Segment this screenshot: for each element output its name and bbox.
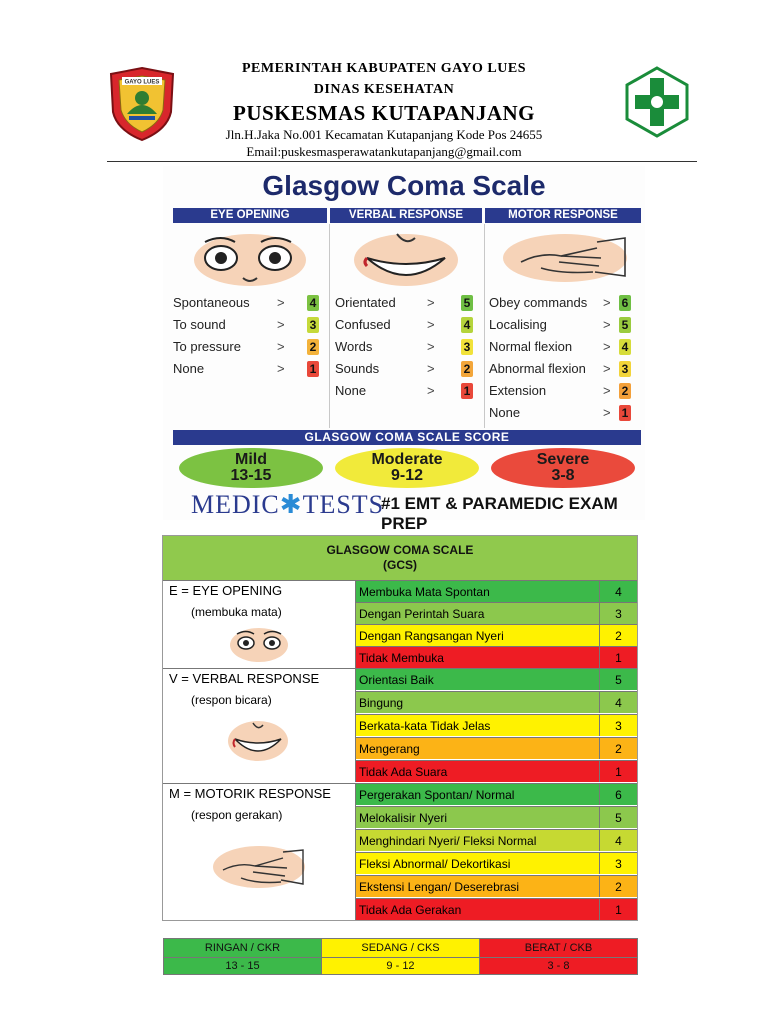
table-score: 4 (600, 691, 637, 713)
section-title: M = MOTORIK RESPONSE (169, 786, 331, 801)
letterhead-department: DINAS KESEHATAN (313, 82, 455, 97)
table-score: 4 (600, 829, 637, 851)
score-label: Mild (235, 451, 267, 468)
eye-row: None > 1 (173, 360, 323, 378)
eye-score: 1 (307, 361, 319, 377)
section-motor (163, 783, 356, 920)
gcs-infographic (163, 166, 645, 533)
verbal-score: 5 (461, 295, 473, 311)
severity-summary (163, 938, 638, 975)
mouth-icon (353, 228, 459, 288)
table-row: Melokalisir Nyeri (356, 806, 600, 828)
eye-score: 3 (307, 317, 319, 333)
table-score: 3 (600, 714, 637, 736)
letterhead-facility: PUSKESMAS KUTAPANJANG (233, 101, 535, 125)
table-title: GLASGOW COMA SCALE (326, 543, 474, 557)
eye-row: Spontaneous > 4 (173, 294, 323, 312)
table-subtitle: (GCS) (383, 558, 417, 572)
brand-name: MEDIC (191, 490, 280, 519)
motor-label: Normal flexion (489, 339, 573, 354)
table-row: Dengan Perintah Suara (356, 602, 600, 624)
summary-range: 13 - 15 (164, 957, 322, 974)
infographic-title: Glasgow Coma Scale (262, 170, 546, 201)
summary-range: 9 - 12 (322, 957, 480, 974)
table-row: Ekstensi Lengan/ Deserebrasi (356, 875, 600, 897)
eyes-icon (191, 228, 309, 288)
motor-score: 2 (619, 383, 631, 399)
score-range: 9-12 (390, 467, 424, 484)
table-row: Membuka Mata Spontan (356, 580, 600, 602)
table-row: Orientasi Baik (356, 668, 600, 690)
column-divider (484, 224, 485, 428)
col-header-verbal: VERBAL RESPONSE (330, 208, 482, 223)
brand-logo (191, 490, 384, 520)
crest-label: GAYO LUES (124, 79, 160, 86)
motor-label: Obey commands (489, 295, 588, 310)
motor-score: 6 (619, 295, 631, 311)
letterhead-government: PEMERINTAH KABUPATEN GAYO LUES (241, 61, 526, 76)
eye-score: 2 (307, 339, 319, 355)
section-verbal (163, 668, 356, 782)
score-range: 13-15 (230, 467, 272, 484)
verbal-row: Words > 3 (335, 338, 481, 356)
verbal-score: 2 (461, 361, 473, 377)
table-score: 2 (600, 875, 637, 897)
summary-range: 3 - 8 (480, 957, 637, 974)
eye-row: To pressure > 2 (173, 338, 323, 356)
table-row: Mengerang (356, 737, 600, 759)
hand-icon (501, 232, 629, 284)
table-row: Berkata-kata Tidak Jelas (356, 714, 600, 736)
eyes-icon (229, 625, 289, 663)
verbal-score: 4 (461, 317, 473, 333)
verbal-label: Sounds (335, 361, 380, 376)
motor-row: Normal flexion > 4 (489, 338, 639, 356)
verbal-score: 3 (461, 339, 473, 355)
score-range: 3-8 (551, 467, 575, 484)
score-mild (179, 448, 323, 488)
table-score: 3 (600, 602, 637, 624)
table-row: Tidak Ada Gerakan (356, 898, 600, 920)
eye-row: To sound > 3 (173, 316, 323, 334)
verbal-label: Words (335, 339, 373, 354)
table-row: Tidak Ada Suara (356, 760, 600, 782)
hand-icon (211, 844, 307, 890)
motor-score: 1 (619, 405, 631, 421)
eye-label: None (173, 361, 205, 376)
motor-score: 5 (619, 317, 631, 333)
table-row: Fleksi Abnormal/ Dekortikasi (356, 852, 600, 874)
table-score: 4 (600, 580, 637, 602)
section-title: V = VERBAL RESPONSE (169, 671, 320, 686)
eye-label: To pressure (173, 339, 241, 354)
table-score: 6 (600, 783, 637, 805)
score-severe (491, 448, 635, 488)
verbal-label: Orientated (335, 295, 396, 310)
table-score: 1 (600, 898, 637, 920)
table-score: 5 (600, 806, 637, 828)
motor-row: Abnormal flexion > 3 (489, 360, 639, 378)
motor-row: Extension > 2 (489, 382, 639, 400)
score-header: GLASGOW COMA SCALE SCORE (173, 430, 641, 445)
motor-row: None > 1 (489, 404, 639, 422)
table-row: Tidak Membuka (356, 646, 600, 668)
eye-score: 4 (307, 295, 319, 311)
section-subtitle: (membuka mata) (191, 605, 282, 619)
motor-score: 4 (619, 339, 631, 355)
motor-label: Abnormal flexion (489, 361, 586, 376)
motor-row: Obey commands > 6 (489, 294, 639, 312)
verbal-row: Orientated > 5 (335, 294, 481, 312)
motor-score: 3 (619, 361, 631, 377)
gcs-table (162, 535, 638, 921)
col-header-motor: MOTOR RESPONSE (485, 208, 641, 223)
column-divider (329, 224, 330, 428)
eye-label: Spontaneous (173, 295, 250, 310)
verbal-row: Confused > 4 (335, 316, 481, 334)
letterhead-divider (107, 161, 697, 162)
table-row: Bingung (356, 691, 600, 713)
table-score: 1 (600, 760, 637, 782)
summary-label: SEDANG / CKS (322, 939, 480, 957)
puskesmas-cross-icon (625, 66, 689, 138)
verbal-score: 1 (461, 383, 473, 399)
eye-label: To sound (173, 317, 226, 332)
score-moderate (335, 448, 479, 488)
mouth-icon (227, 719, 289, 763)
letterhead-email: Email:puskesmasperawatankutapanjang@gmail.com (246, 144, 522, 159)
table-score: 3 (600, 852, 637, 874)
table-score: 5 (600, 668, 637, 690)
motor-label: Extension (489, 383, 547, 398)
table-header (163, 536, 637, 580)
table-score: 1 (600, 646, 637, 668)
table-score: 2 (600, 624, 637, 646)
score-label: Severe (536, 451, 590, 468)
star-of-life-icon: ✱ (279, 490, 303, 519)
section-subtitle: (respon bicara) (191, 693, 272, 707)
brand-tagline: #1 EMT & PARAMEDIC EXAM PREP (381, 494, 618, 533)
summary-label: RINGAN / CKR (164, 939, 322, 957)
motor-label: Localising (489, 317, 547, 332)
section-title: E = EYE OPENING (169, 583, 283, 598)
table-row: Menghindari Nyeri/ Fleksi Normal (356, 829, 600, 851)
section-subtitle: (respon gerakan) (191, 808, 283, 822)
section-eye (163, 580, 356, 669)
score-label: Moderate (371, 451, 443, 468)
table-row: Pergerakan Spontan/ Normal (356, 783, 600, 805)
verbal-label: Confused (335, 317, 391, 332)
motor-label: None (489, 405, 521, 420)
motor-row: Localising > 5 (489, 316, 639, 334)
col-header-eye: EYE OPENING (173, 208, 327, 223)
verbal-row: None > 1 (335, 382, 481, 400)
summary-label: BERAT / CKB (480, 939, 637, 957)
letterhead-address: Jln.H.Jaka No.001 Kecamatan Kutapanjang Kode Pos 24655 (225, 127, 543, 142)
verbal-row: Sounds > 2 (335, 360, 481, 378)
verbal-label: None (335, 383, 367, 398)
brand-name-2: TESTS (302, 490, 385, 519)
table-row: Dengan Rangsangan Nyeri (356, 624, 600, 646)
table-score: 2 (600, 737, 637, 759)
